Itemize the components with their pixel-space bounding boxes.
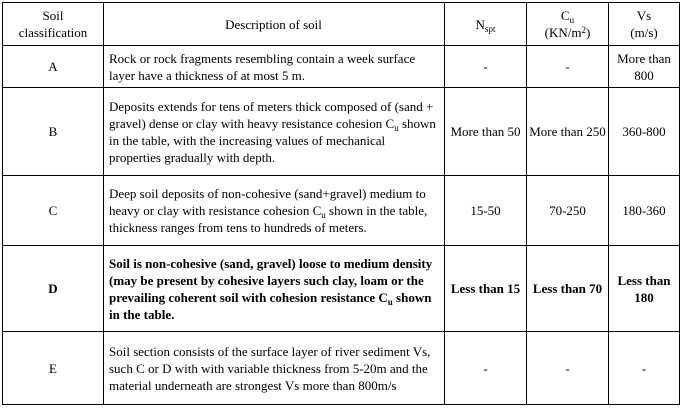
table-row xyxy=(3,332,680,405)
table-row xyxy=(3,88,680,176)
vs-cell: Less than 180 xyxy=(609,246,680,332)
table-row xyxy=(3,46,680,88)
table-row xyxy=(3,176,680,246)
soil-class-cell: C xyxy=(3,176,104,246)
description-text-continued: shown in the table. xyxy=(109,289,432,322)
description-subscript: u xyxy=(387,296,393,307)
description-text: Soil section consists of the surface layer of river sediment Vs, such C or D with with variable thickness from 5-20m and the material underneath are strongest Vs more than 800m/s xyxy=(109,343,431,393)
table-header-row xyxy=(3,3,680,46)
cu-cell: 70-250 xyxy=(527,176,609,246)
nspt-cell: Less than 15 xyxy=(445,246,527,332)
header-cu-unit-pre: (KN/m xyxy=(544,25,582,40)
header-vs xyxy=(609,3,680,46)
nspt-cell: - xyxy=(445,46,527,88)
description-cell xyxy=(104,46,445,88)
header-vs-line1: Vs xyxy=(636,8,652,23)
description-text: Deep soil deposits of non-cohesive (sand+gravel) medium to heavy or clay with resistance cohesion C xyxy=(109,186,426,218)
nspt-cell: 15-50 xyxy=(445,176,527,246)
description-cell xyxy=(104,176,445,246)
header-cu xyxy=(527,3,609,46)
header-cu-main: C xyxy=(560,8,570,23)
cu-cell: More than 250 xyxy=(527,88,609,176)
nspt-cell: More than 50 xyxy=(445,88,527,176)
header-nspt-sub: spt xyxy=(484,23,496,34)
cu-cell: Less than 70 xyxy=(527,246,609,332)
header-cu-symbol xyxy=(527,7,608,24)
vs-cell: - xyxy=(609,332,680,405)
description-subscript: u xyxy=(394,122,399,133)
description-cell xyxy=(104,332,445,405)
header-cu-unit-sup: 2 xyxy=(581,25,586,35)
soil-classification-table-wrapper xyxy=(2,2,680,405)
soil-class-cell: B xyxy=(3,88,104,176)
header-soil-classification-line2: classification xyxy=(18,25,88,40)
header-cu-unit-post: ) xyxy=(586,25,591,40)
soil-class-cell: E xyxy=(3,332,104,405)
description-cell xyxy=(104,246,445,332)
header-description: Description of soil xyxy=(104,3,445,46)
soil-class-cell: D xyxy=(3,246,104,332)
description-text-continued: shown in the table, with the increasing values of mechanical properties gradually with depth. xyxy=(109,115,436,165)
header-cu-sub: u xyxy=(569,15,575,25)
nspt-cell: - xyxy=(445,332,527,405)
description-text: Deposits extends for tens of meters thick composed of (sand + gravel) dense or clay with heavy resistance cohesion C xyxy=(109,98,434,131)
cu-cell: - xyxy=(527,46,609,88)
header-cu-unit xyxy=(527,24,608,41)
description-cell xyxy=(104,88,445,176)
description-text: Rock or rock fragments resembling contain a week surface layer have a thickness of at most 5 m. xyxy=(109,50,416,83)
cu-cell: - xyxy=(527,332,609,405)
header-vs-line2: (m/s) xyxy=(630,25,658,40)
header-nspt xyxy=(445,3,527,46)
vs-cell: 180-360 xyxy=(609,176,680,246)
description-text-continued: shown in the table, thickness ranges from tens to hundreds of meters. xyxy=(109,203,428,235)
vs-cell: 360-800 xyxy=(609,88,680,176)
header-soil-classification-line1: Soil xyxy=(42,8,64,23)
soil-class-cell: A xyxy=(3,46,104,88)
header-nspt-main: N xyxy=(475,16,485,32)
table-row xyxy=(3,246,680,332)
description-subscript: u xyxy=(321,210,326,220)
header-soil-classification xyxy=(3,3,104,46)
description-text: Soil is non-cohesive (sand, gravel) loose to medium density (may be present by cohesive layers such clay, loam or the prevailing coherent soil with cohesion resistance C xyxy=(109,255,433,305)
soil-classification-table xyxy=(2,2,680,405)
vs-cell: More than 800 xyxy=(609,46,680,88)
